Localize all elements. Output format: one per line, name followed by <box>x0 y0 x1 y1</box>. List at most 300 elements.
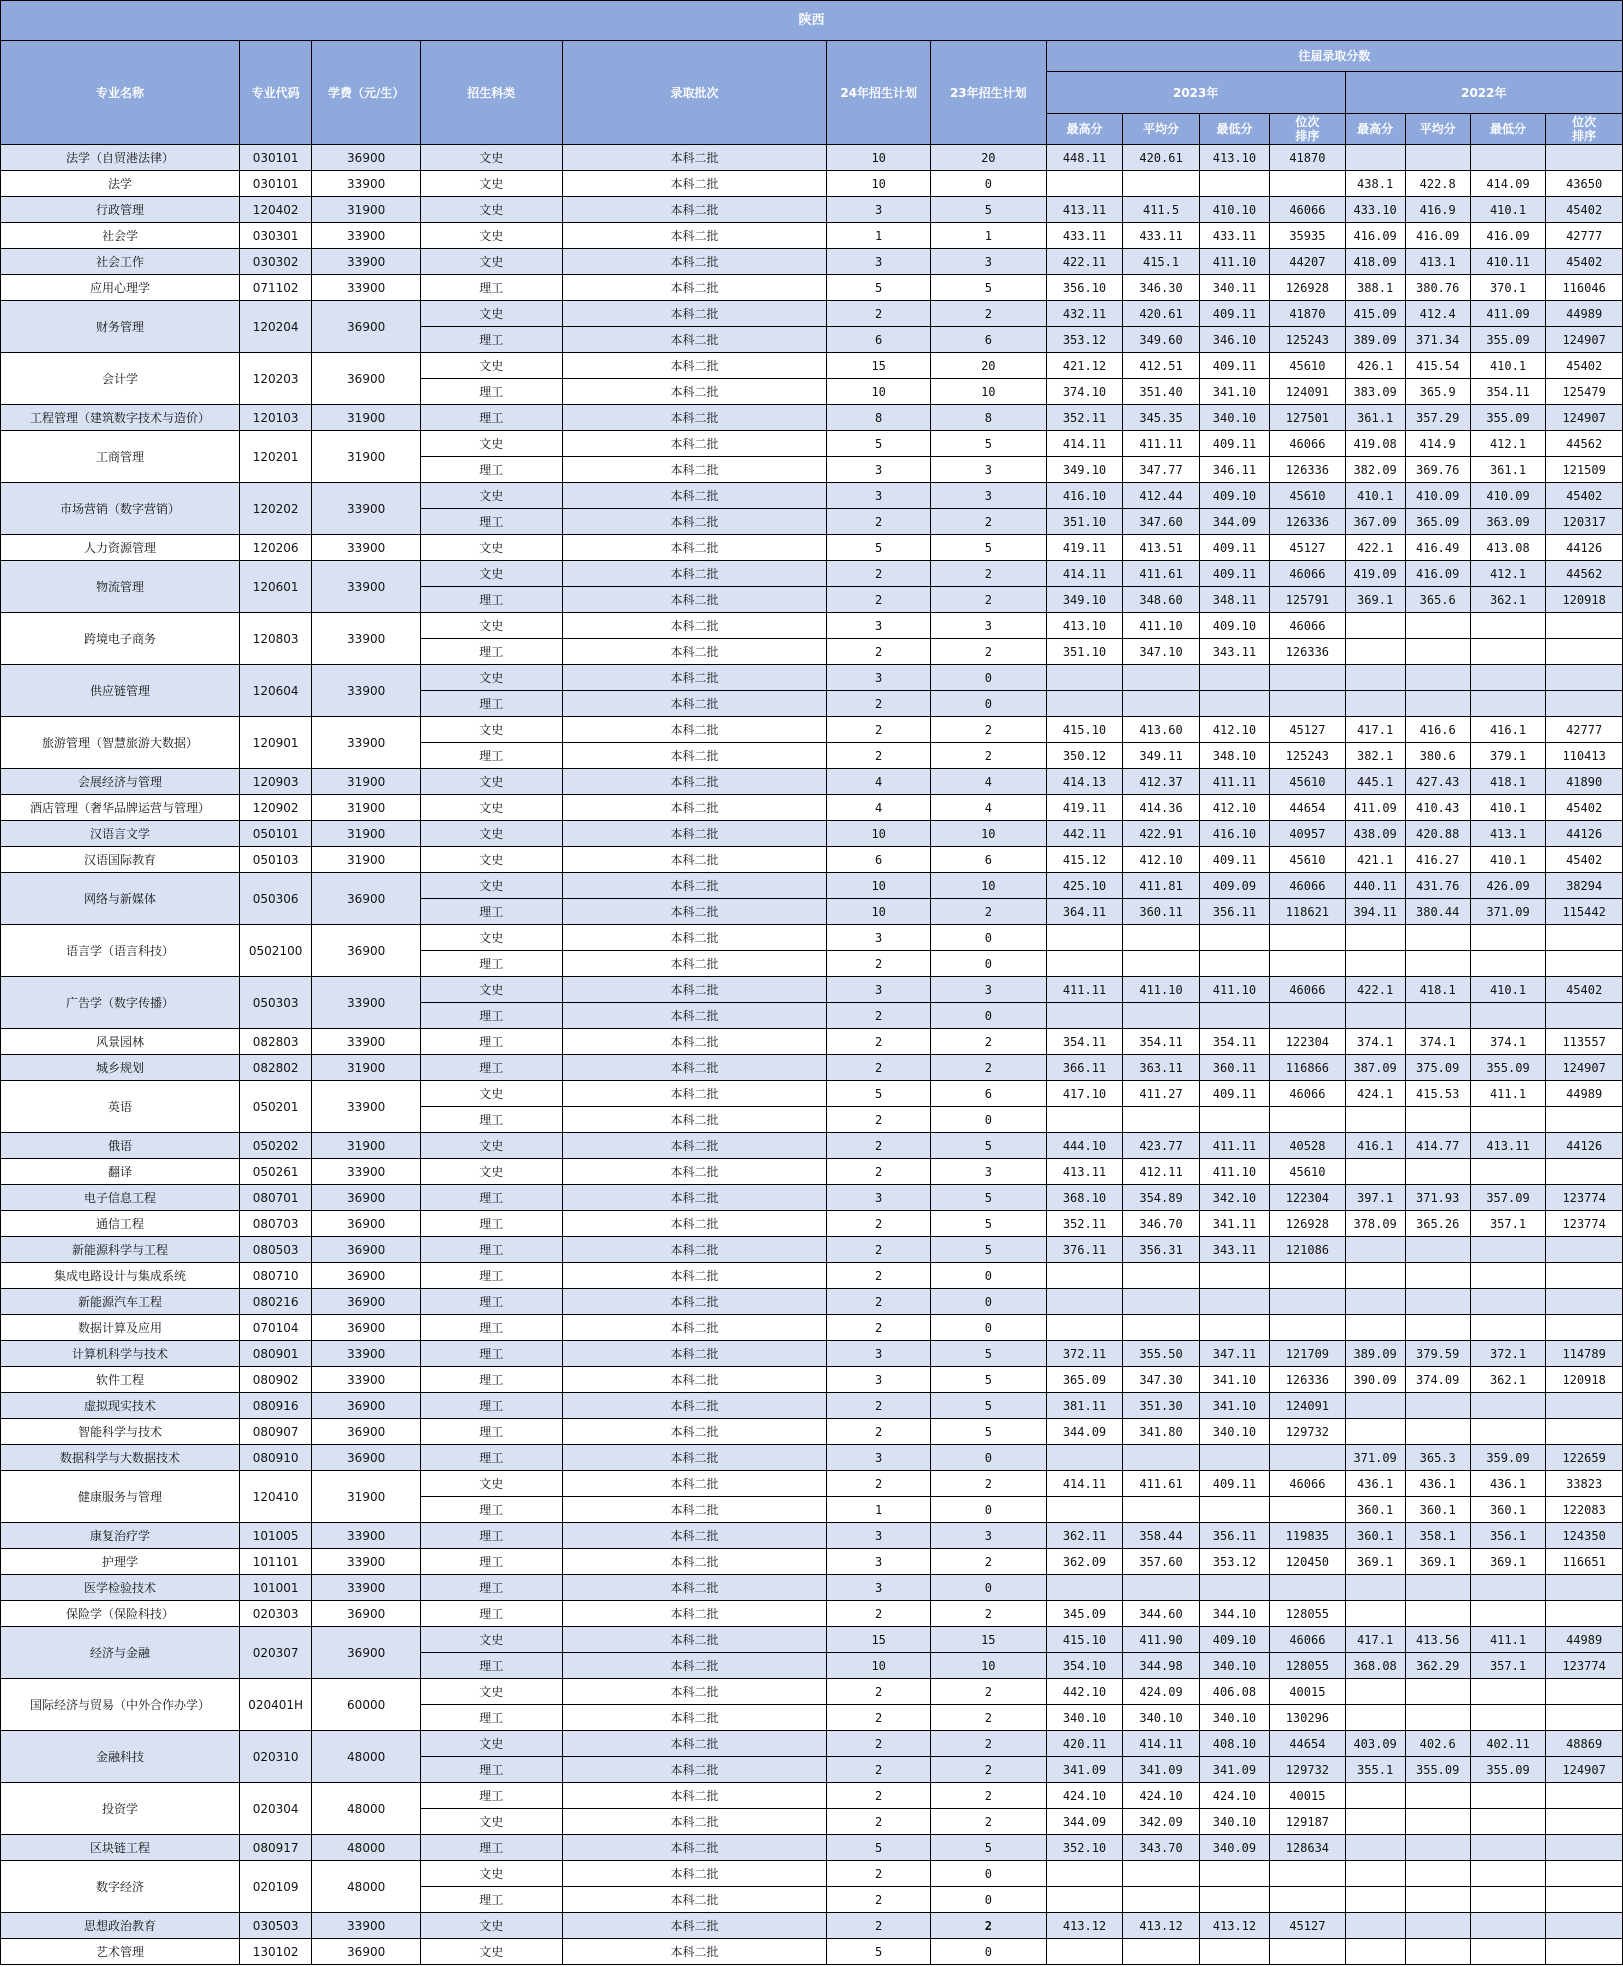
tuition-fee-cell: 33900 <box>312 561 421 613</box>
plan24-cell: 3 <box>827 925 930 951</box>
max-2022-cell: 433.10 <box>1345 197 1405 223</box>
rank-2023-cell <box>1270 171 1346 197</box>
rank-2022-cell <box>1546 1263 1623 1289</box>
table-row <box>1 1783 1623 1809</box>
rank-2022-cell: 122659 <box>1546 1445 1623 1471</box>
table-row <box>1 431 1623 457</box>
major-name-cell: 会展经济与管理 <box>1 769 240 795</box>
batch-cell: 本科二批 <box>562 483 827 509</box>
subject-cell: 文史 <box>420 795 562 821</box>
subject-cell: 文史 <box>420 1913 562 1939</box>
rank-2022-cell: 45402 <box>1546 483 1623 509</box>
table-row <box>1 613 1623 639</box>
min-2022-cell <box>1470 1783 1546 1809</box>
batch-cell: 本科二批 <box>562 197 827 223</box>
rank-2023-cell: 46066 <box>1270 1081 1346 1107</box>
max-2022-cell: 416.09 <box>1345 223 1405 249</box>
plan24-cell: 4 <box>827 795 930 821</box>
batch-cell: 本科二批 <box>562 1731 827 1757</box>
max-2022-cell: 418.09 <box>1345 249 1405 275</box>
major-code-cell: 101005 <box>239 1523 311 1549</box>
min-2023-cell <box>1199 1289 1269 1315</box>
table-row <box>1 1627 1623 1653</box>
batch-cell: 本科二批 <box>562 1393 827 1419</box>
rank-2022-cell <box>1546 1159 1623 1185</box>
plan23-cell: 0 <box>930 1289 1046 1315</box>
rank-2023-cell: 122304 <box>1270 1029 1346 1055</box>
plan24-cell: 5 <box>827 431 930 457</box>
tuition-fee-cell: 31900 <box>312 405 421 431</box>
rank-2022-cell: 110413 <box>1546 743 1623 769</box>
min-2023-cell: 344.09 <box>1199 509 1269 535</box>
table-row <box>1 1393 1623 1419</box>
rank-2022-cell <box>1546 665 1623 691</box>
rank-2022-cell: 44989 <box>1546 1627 1623 1653</box>
max-2022-cell: 397.1 <box>1345 1185 1405 1211</box>
major-code-cell: 120402 <box>239 197 311 223</box>
avg-2022-cell <box>1405 925 1470 951</box>
major-name-cell: 语言学（语言科技） <box>1 925 240 977</box>
min-2022-cell <box>1470 1835 1546 1861</box>
table-row <box>1 275 1623 301</box>
plan24-cell: 2 <box>827 1133 930 1159</box>
min-2023-cell: 409.10 <box>1199 483 1269 509</box>
max-2022-cell: 445.1 <box>1345 769 1405 795</box>
avg-2023-cell <box>1123 1939 1200 1965</box>
max-2023-cell: 345.09 <box>1046 1601 1123 1627</box>
plan24-cell: 2 <box>827 1601 930 1627</box>
plan24-cell: 2 <box>827 561 930 587</box>
min-2022-cell: 414.09 <box>1470 171 1546 197</box>
plan23-cell: 2 <box>930 587 1046 613</box>
min-2023-cell: 347.11 <box>1199 1341 1269 1367</box>
rank-2022-cell: 44562 <box>1546 561 1623 587</box>
batch-cell: 本科二批 <box>562 1133 827 1159</box>
avg-2022-cell: 360.1 <box>1405 1497 1470 1523</box>
max-2023-cell: 352.11 <box>1046 1211 1123 1237</box>
avg-2022-cell <box>1405 613 1470 639</box>
max-2022-cell: 394.11 <box>1345 899 1405 925</box>
tuition-fee-cell: 33900 <box>312 717 421 769</box>
subject-cell: 理工 <box>420 1653 562 1679</box>
min-2023-cell <box>1199 1315 1269 1341</box>
plan24-cell: 3 <box>827 613 930 639</box>
major-name-cell: 医学检验技术 <box>1 1575 240 1601</box>
table-body <box>1 145 1623 1965</box>
min-2022-cell: 410.11 <box>1470 249 1546 275</box>
max-2022-cell: 361.1 <box>1345 405 1405 431</box>
max-2022-cell <box>1345 1315 1405 1341</box>
col-header-fee: 学费（元/生） <box>312 41 421 145</box>
batch-cell: 本科二批 <box>562 171 827 197</box>
batch-cell: 本科二批 <box>562 145 827 171</box>
min-2023-cell: 412.10 <box>1199 795 1269 821</box>
major-name-cell: 投资学 <box>1 1783 240 1835</box>
min-2022-cell: 416.09 <box>1470 223 1546 249</box>
table-row <box>1 1185 1623 1211</box>
batch-cell: 本科二批 <box>562 1653 827 1679</box>
major-code-cell: 020109 <box>239 1861 311 1913</box>
plan23-cell: 8 <box>930 405 1046 431</box>
major-code-cell: 101101 <box>239 1549 311 1575</box>
avg-2022-cell: 431.76 <box>1405 873 1470 899</box>
rank-2023-cell <box>1270 1289 1346 1315</box>
avg-2023-cell: 424.10 <box>1123 1783 1200 1809</box>
plan23-cell: 2 <box>930 1055 1046 1081</box>
max-2023-cell: 414.11 <box>1046 561 1123 587</box>
plan23-cell: 4 <box>930 795 1046 821</box>
rank-2023-cell <box>1270 1315 1346 1341</box>
plan23-cell: 5 <box>930 1185 1046 1211</box>
batch-cell: 本科二批 <box>562 951 827 977</box>
plan23-cell: 3 <box>930 613 1046 639</box>
max-2022-cell: 417.1 <box>1345 1627 1405 1653</box>
subject-cell: 理工 <box>420 1289 562 1315</box>
max-2022-cell <box>1345 1003 1405 1029</box>
rank-2022-cell <box>1546 1679 1623 1705</box>
avg-2022-cell <box>1405 665 1470 691</box>
plan23-cell: 10 <box>930 379 1046 405</box>
max-2022-cell <box>1345 1913 1405 1939</box>
batch-cell: 本科二批 <box>562 1705 827 1731</box>
max-2022-cell <box>1345 145 1405 171</box>
rank-2022-cell: 41890 <box>1546 769 1623 795</box>
max-2023-cell: 442.11 <box>1046 821 1123 847</box>
min-2022-cell: 410.1 <box>1470 353 1546 379</box>
plan23-cell: 5 <box>930 1367 1046 1393</box>
rank-2022-cell: 121509 <box>1546 457 1623 483</box>
plan23-cell: 20 <box>930 353 1046 379</box>
rank-2023-cell: 40528 <box>1270 1133 1346 1159</box>
max-2022-cell: 368.08 <box>1345 1653 1405 1679</box>
min-2022-cell: 410.1 <box>1470 795 1546 821</box>
plan23-cell: 0 <box>930 1575 1046 1601</box>
subject-cell: 文史 <box>420 1809 562 1835</box>
avg-2022-cell: 365.26 <box>1405 1211 1470 1237</box>
rank-2023-cell: 126336 <box>1270 457 1346 483</box>
min-2023-cell: 408.10 <box>1199 1731 1269 1757</box>
plan24-cell: 2 <box>827 509 930 535</box>
plan23-cell: 5 <box>930 1393 1046 1419</box>
major-name-cell: 会计学 <box>1 353 240 405</box>
avg-2023-cell: 341.09 <box>1123 1757 1200 1783</box>
subject-cell: 文史 <box>420 847 562 873</box>
table-row <box>1 1523 1623 1549</box>
min-2022-cell <box>1470 1679 1546 1705</box>
subject-cell: 理工 <box>420 1003 562 1029</box>
rank-2023-cell: 126336 <box>1270 639 1346 665</box>
rank-2023-cell: 118621 <box>1270 899 1346 925</box>
max-2023-cell: 414.11 <box>1046 1471 1123 1497</box>
major-name-cell: 社会学 <box>1 223 240 249</box>
tuition-fee-cell: 36900 <box>312 1419 421 1445</box>
rank-2022-cell <box>1546 1393 1623 1419</box>
plan23-cell: 0 <box>930 1939 1046 1965</box>
max-2023-cell: 415.10 <box>1046 717 1123 743</box>
min-2022-cell: 356.1 <box>1470 1523 1546 1549</box>
min-2022-cell: 370.1 <box>1470 275 1546 301</box>
major-code-cell: 050202 <box>239 1133 311 1159</box>
batch-cell: 本科二批 <box>562 1367 827 1393</box>
max-2023-cell: 433.11 <box>1046 223 1123 249</box>
max-2023-cell: 413.11 <box>1046 1159 1123 1185</box>
table-row <box>1 249 1623 275</box>
avg-2023-cell: 341.80 <box>1123 1419 1200 1445</box>
tuition-fee-cell: 33900 <box>312 483 421 535</box>
avg-2022-cell: 374.09 <box>1405 1367 1470 1393</box>
batch-cell: 本科二批 <box>562 587 827 613</box>
rank-2022-cell: 124907 <box>1546 405 1623 431</box>
avg-2023-cell: 354.89 <box>1123 1185 1200 1211</box>
max-2022-cell: 417.1 <box>1345 717 1405 743</box>
subject-cell: 文史 <box>420 1133 562 1159</box>
min-2023-cell: 346.10 <box>1199 327 1269 353</box>
max-2022-cell: 382.09 <box>1345 457 1405 483</box>
tuition-fee-cell: 48000 <box>312 1731 421 1783</box>
avg-2023-cell: 413.51 <box>1123 535 1200 561</box>
batch-cell: 本科二批 <box>562 1497 827 1523</box>
avg-2023-cell: 342.09 <box>1123 1809 1200 1835</box>
avg-2023-cell: 411.90 <box>1123 1627 1200 1653</box>
rank-2022-cell: 113557 <box>1546 1029 1623 1055</box>
min-2022-cell <box>1470 1107 1546 1133</box>
table-row <box>1 1445 1623 1471</box>
table-row <box>1 1471 1623 1497</box>
avg-2023-cell <box>1123 1445 1200 1471</box>
major-name-cell: 英语 <box>1 1081 240 1133</box>
avg-2022-cell: 414.77 <box>1405 1133 1470 1159</box>
max-2023-cell: 444.10 <box>1046 1133 1123 1159</box>
min-2022-cell: 357.09 <box>1470 1185 1546 1211</box>
max-2022-cell: 389.09 <box>1345 1341 1405 1367</box>
avg-2023-cell <box>1123 171 1200 197</box>
avg-2022-cell: 413.56 <box>1405 1627 1470 1653</box>
plan23-cell: 10 <box>930 873 1046 899</box>
plan24-cell: 6 <box>827 847 930 873</box>
major-code-cell: 101001 <box>239 1575 311 1601</box>
max-2023-cell: 366.11 <box>1046 1055 1123 1081</box>
min-2023-cell: 433.11 <box>1199 223 1269 249</box>
plan23-cell: 2 <box>930 1471 1046 1497</box>
max-2022-cell: 440.11 <box>1345 873 1405 899</box>
avg-2023-cell: 345.35 <box>1123 405 1200 431</box>
max-2023-cell <box>1046 171 1123 197</box>
plan24-cell: 2 <box>827 639 930 665</box>
min-2022-cell <box>1470 1003 1546 1029</box>
max-2022-cell: 410.1 <box>1345 483 1405 509</box>
plan24-cell: 10 <box>827 821 930 847</box>
max-2023-cell: 354.11 <box>1046 1029 1123 1055</box>
avg-2023-cell: 354.11 <box>1123 1029 1200 1055</box>
max-2022-cell: 438.09 <box>1345 821 1405 847</box>
plan23-cell: 20 <box>930 145 1046 171</box>
plan23-cell: 3 <box>930 249 1046 275</box>
table-row <box>1 301 1623 327</box>
avg-2022-cell <box>1405 1939 1470 1965</box>
rank-2022-cell: 124350 <box>1546 1523 1623 1549</box>
major-name-cell: 供应链管理 <box>1 665 240 717</box>
plan24-cell: 2 <box>827 743 930 769</box>
rank-2022-cell <box>1546 1315 1623 1341</box>
plan24-cell: 2 <box>827 1029 930 1055</box>
min-2023-cell: 411.10 <box>1199 977 1269 1003</box>
plan23-cell: 0 <box>930 925 1046 951</box>
col-header-2022-rank: 位次 排序 <box>1546 114 1623 145</box>
min-2023-cell: 409.11 <box>1199 431 1269 457</box>
min-2022-cell: 436.1 <box>1470 1471 1546 1497</box>
major-name-cell: 新能源汽车工程 <box>1 1289 240 1315</box>
avg-2023-cell: 411.61 <box>1123 1471 1200 1497</box>
avg-2022-cell: 365.3 <box>1405 1445 1470 1471</box>
min-2023-cell: 356.11 <box>1199 899 1269 925</box>
rank-2022-cell: 43650 <box>1546 171 1623 197</box>
rank-2023-cell <box>1270 1107 1346 1133</box>
max-2023-cell: 362.09 <box>1046 1549 1123 1575</box>
subject-cell: 理工 <box>420 951 562 977</box>
rank-2022-cell <box>1546 1887 1623 1913</box>
avg-2023-cell: 360.11 <box>1123 899 1200 925</box>
plan24-cell: 15 <box>827 1627 930 1653</box>
min-2023-cell: 409.11 <box>1199 535 1269 561</box>
avg-2022-cell: 416.49 <box>1405 535 1470 561</box>
rank-2022-cell: 48869 <box>1546 1731 1623 1757</box>
plan24-cell: 2 <box>827 1861 930 1887</box>
batch-cell: 本科二批 <box>562 1939 827 1965</box>
plan23-cell: 4 <box>930 769 1046 795</box>
tuition-fee-cell: 36900 <box>312 873 421 925</box>
avg-2022-cell: 416.27 <box>1405 847 1470 873</box>
major-code-cell: 120902 <box>239 795 311 821</box>
avg-2022-cell: 365.6 <box>1405 587 1470 613</box>
major-code-cell: 020307 <box>239 1627 311 1679</box>
rank-2022-cell: 120918 <box>1546 1367 1623 1393</box>
max-2022-cell <box>1345 691 1405 717</box>
batch-cell: 本科二批 <box>562 821 827 847</box>
rank-2023-cell: 46066 <box>1270 561 1346 587</box>
max-2022-cell <box>1345 925 1405 951</box>
avg-2022-cell: 380.44 <box>1405 899 1470 925</box>
max-2023-cell: 422.11 <box>1046 249 1123 275</box>
subject-cell: 理工 <box>420 1757 562 1783</box>
rank-2022-cell: 123774 <box>1546 1653 1623 1679</box>
plan24-cell: 3 <box>827 249 930 275</box>
tuition-fee-cell: 36900 <box>312 925 421 977</box>
major-name-cell: 市场营销（数字营销） <box>1 483 240 535</box>
batch-cell: 本科二批 <box>562 1861 827 1887</box>
plan24-cell: 5 <box>827 275 930 301</box>
col-header-2023-rank: 位次 排序 <box>1270 114 1346 145</box>
col-header-2023: 2023年 <box>1046 72 1345 114</box>
min-2023-cell <box>1199 1939 1269 1965</box>
min-2023-cell: 346.11 <box>1199 457 1269 483</box>
rank-2023-cell: 122304 <box>1270 1185 1346 1211</box>
max-2023-cell: 349.10 <box>1046 587 1123 613</box>
major-name-cell: 国际经济与贸易（中外合作办学） <box>1 1679 240 1731</box>
min-2022-cell: 361.1 <box>1470 457 1546 483</box>
avg-2023-cell: 349.11 <box>1123 743 1200 769</box>
avg-2023-cell: 347.60 <box>1123 509 1200 535</box>
major-code-cell: 080216 <box>239 1289 311 1315</box>
rank-2023-cell <box>1270 691 1346 717</box>
plan24-cell: 2 <box>827 587 930 613</box>
avg-2023-cell: 351.30 <box>1123 1393 1200 1419</box>
plan24-cell: 2 <box>827 1263 930 1289</box>
avg-2022-cell: 416.09 <box>1405 223 1470 249</box>
min-2023-cell: 409.11 <box>1199 561 1269 587</box>
avg-2022-cell <box>1405 1159 1470 1185</box>
plan24-cell: 3 <box>827 1367 930 1393</box>
plan23-cell: 2 <box>930 1731 1046 1757</box>
max-2023-cell: 415.10 <box>1046 1627 1123 1653</box>
max-2023-cell: 349.10 <box>1046 457 1123 483</box>
max-2022-cell: 422.1 <box>1345 977 1405 1003</box>
min-2022-cell: 369.1 <box>1470 1549 1546 1575</box>
rank-2022-cell: 38294 <box>1546 873 1623 899</box>
max-2023-cell: 344.09 <box>1046 1419 1123 1445</box>
batch-cell: 本科二批 <box>562 665 827 691</box>
rank-2022-cell <box>1546 1601 1623 1627</box>
max-2022-cell <box>1345 665 1405 691</box>
plan24-cell: 4 <box>827 769 930 795</box>
col-header-2022: 2022年 <box>1345 72 1622 114</box>
plan23-cell: 2 <box>930 1029 1046 1055</box>
avg-2023-cell: 412.10 <box>1123 847 1200 873</box>
table-row <box>1 561 1623 587</box>
plan24-cell: 15 <box>827 353 930 379</box>
rank-2023-cell: 126928 <box>1270 275 1346 301</box>
subject-cell: 文史 <box>420 483 562 509</box>
rank-2023-cell: 44654 <box>1270 795 1346 821</box>
plan23-cell: 2 <box>930 301 1046 327</box>
rank-2022-cell <box>1546 1861 1623 1887</box>
rank-2023-cell <box>1270 665 1346 691</box>
major-code-cell: 080907 <box>239 1419 311 1445</box>
max-2022-cell <box>1345 1887 1405 1913</box>
max-2023-cell: 419.11 <box>1046 795 1123 821</box>
table-row <box>1 1315 1623 1341</box>
min-2023-cell: 341.10 <box>1199 1393 1269 1419</box>
min-2023-cell: 343.11 <box>1199 1237 1269 1263</box>
subject-cell: 理工 <box>420 743 562 769</box>
avg-2022-cell <box>1405 1003 1470 1029</box>
table-row <box>1 847 1623 873</box>
plan23-cell: 2 <box>930 1757 1046 1783</box>
max-2022-cell <box>1345 1705 1405 1731</box>
major-name-cell: 健康服务与管理 <box>1 1471 240 1523</box>
subject-cell: 理工 <box>420 1523 562 1549</box>
max-2023-cell: 415.12 <box>1046 847 1123 873</box>
max-2022-cell <box>1345 1939 1405 1965</box>
max-2023-cell <box>1046 1263 1123 1289</box>
subject-cell: 文史 <box>420 1627 562 1653</box>
min-2022-cell: 357.1 <box>1470 1653 1546 1679</box>
plan24-cell: 2 <box>827 1471 930 1497</box>
plan23-cell: 0 <box>930 1107 1046 1133</box>
rank-2023-cell: 128055 <box>1270 1653 1346 1679</box>
max-2023-cell: 414.13 <box>1046 769 1123 795</box>
min-2023-cell <box>1199 691 1269 717</box>
avg-2023-cell: 347.10 <box>1123 639 1200 665</box>
max-2023-cell: 376.11 <box>1046 1237 1123 1263</box>
min-2022-cell: 410.1 <box>1470 197 1546 223</box>
major-name-cell: 通信工程 <box>1 1211 240 1237</box>
max-2023-cell: 420.11 <box>1046 1731 1123 1757</box>
subject-cell: 文史 <box>420 353 562 379</box>
min-2022-cell <box>1470 639 1546 665</box>
plan23-cell: 0 <box>930 1003 1046 1029</box>
min-2022-cell: 411.09 <box>1470 301 1546 327</box>
avg-2022-cell: 416.09 <box>1405 561 1470 587</box>
